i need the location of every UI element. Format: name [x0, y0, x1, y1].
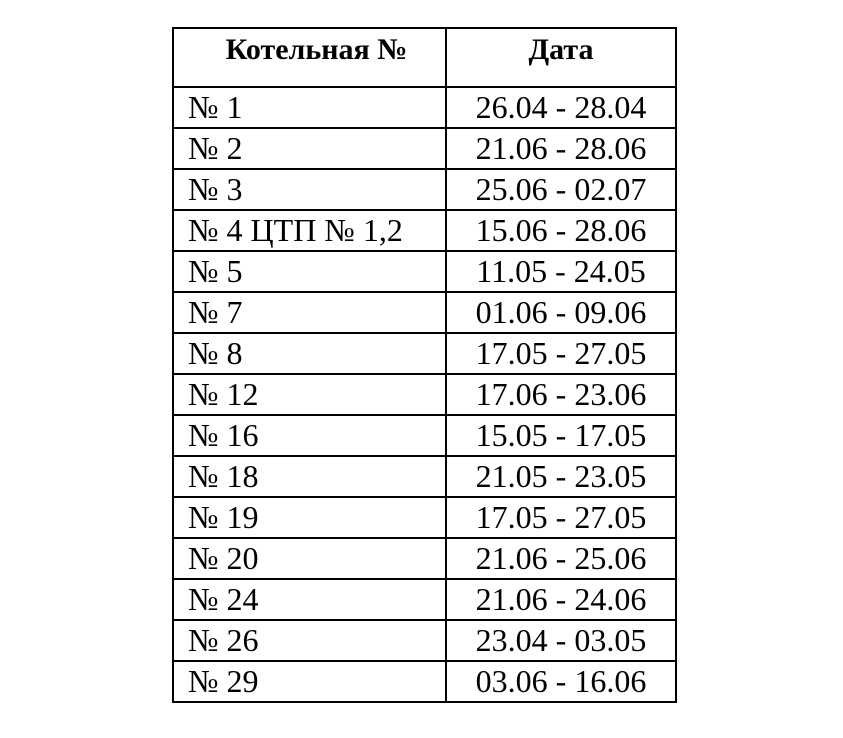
header-boiler: Котельная №: [173, 28, 446, 87]
boiler-cell: № 4 ЦТП № 1,2: [173, 210, 446, 251]
boiler-cell: № 29: [173, 661, 446, 702]
date-cell: 26.04 - 28.04: [446, 87, 676, 128]
boiler-cell: № 20: [173, 538, 446, 579]
date-cell: 15.06 - 28.06: [446, 210, 676, 251]
date-cell: 21.05 - 23.05: [446, 456, 676, 497]
date-cell: 21.06 - 24.06: [446, 579, 676, 620]
date-cell: 03.06 - 16.06: [446, 661, 676, 702]
boiler-cell: № 16: [173, 415, 446, 456]
date-cell: 17.05 - 27.05: [446, 333, 676, 374]
table-row: [173, 497, 676, 538]
table-row: [173, 415, 676, 456]
date-cell: 21.06 - 25.06: [446, 538, 676, 579]
date-cell: 17.05 - 27.05: [446, 497, 676, 538]
table-row: [173, 456, 676, 497]
date-cell: 23.04 - 03.05: [446, 620, 676, 661]
table-row: [173, 333, 676, 374]
header-row: [173, 28, 676, 87]
date-cell: 11.05 - 24.05: [446, 251, 676, 292]
table-body: [173, 87, 676, 702]
table-row: [173, 538, 676, 579]
header-date: Дата: [446, 28, 676, 87]
table-row: [173, 210, 676, 251]
table-row: [173, 292, 676, 333]
table-header: [173, 28, 676, 87]
table-row: [173, 169, 676, 210]
boiler-cell: № 18: [173, 456, 446, 497]
table-row: [173, 579, 676, 620]
boiler-cell: № 12: [173, 374, 446, 415]
boiler-cell: № 24: [173, 579, 446, 620]
boiler-schedule-table: [172, 27, 677, 703]
boiler-cell: № 7: [173, 292, 446, 333]
date-cell: 25.06 - 02.07: [446, 169, 676, 210]
table-row: [173, 661, 676, 702]
date-cell: 17.06 - 23.06: [446, 374, 676, 415]
date-cell: 21.06 - 28.06: [446, 128, 676, 169]
table-row: [173, 620, 676, 661]
table-row: [173, 87, 676, 128]
boiler-cell: № 19: [173, 497, 446, 538]
boiler-cell: № 5: [173, 251, 446, 292]
date-cell: 01.06 - 09.06: [446, 292, 676, 333]
boiler-cell: № 26: [173, 620, 446, 661]
boiler-cell: № 2: [173, 128, 446, 169]
date-cell: 15.05 - 17.05: [446, 415, 676, 456]
boiler-cell: № 3: [173, 169, 446, 210]
table-row: [173, 251, 676, 292]
boiler-cell: № 8: [173, 333, 446, 374]
table-row: [173, 128, 676, 169]
boiler-cell: № 1: [173, 87, 446, 128]
table-row: [173, 374, 676, 415]
